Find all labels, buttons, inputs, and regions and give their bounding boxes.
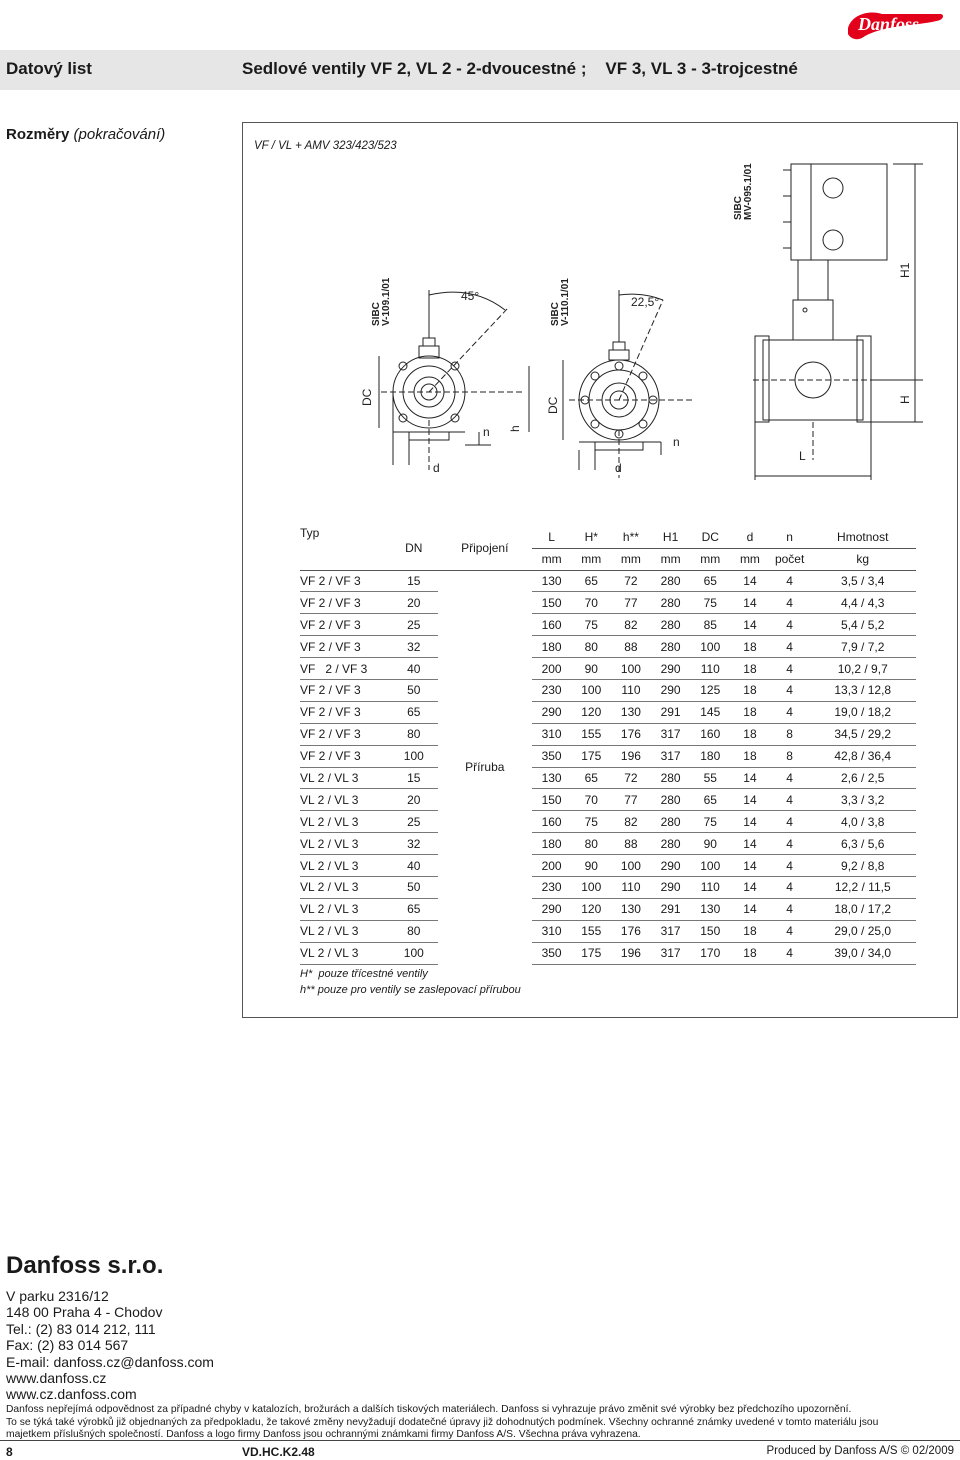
cell-DC: 65	[690, 570, 730, 592]
table-row	[300, 898, 916, 920]
col-header-typ: Typ	[300, 526, 320, 540]
cell-n: 4	[770, 636, 810, 658]
col-header-n: n	[770, 526, 810, 548]
cell-n: 4	[770, 811, 810, 833]
middle-angle-label: 22,5°	[631, 295, 660, 309]
cell-DC: 130	[690, 898, 730, 920]
disclaimer-line-1: Danfoss nepřejímá odpovědnost za případné chyby v katalozích, brožurách a dalších tiskových materiálech. Danfoss si vyhrazuje právo změnit své výrobky bez předchozího upozornění.	[6, 1404, 852, 1415]
cell-weight: 10,2 / 9,7	[809, 658, 916, 680]
cell-typ: VL 2 / VL 3	[300, 898, 390, 920]
cell-H1: 280	[651, 767, 691, 789]
middle-dc-label: DC	[546, 396, 560, 414]
left-d-label: d	[433, 461, 440, 475]
dimensions-table	[300, 526, 916, 965]
cell-weight: 6,3 / 5,6	[809, 833, 916, 855]
cell-H: 120	[571, 701, 611, 723]
cell-typ: VF 2 / VF 3	[300, 658, 390, 680]
cell-weight: 4,4 / 4,3	[809, 592, 916, 614]
table-row	[300, 920, 916, 942]
cell-H1: 280	[651, 811, 691, 833]
table-row	[300, 570, 916, 592]
col-header-DC: DC	[690, 526, 730, 548]
cell-H: 120	[571, 898, 611, 920]
cell-d: 14	[730, 592, 770, 614]
cell-typ: VF 2 / VF 3	[300, 636, 390, 658]
title-bar	[0, 50, 960, 90]
cell-H1: 280	[651, 833, 691, 855]
cell-weight: 7,9 / 7,2	[809, 636, 916, 658]
cell-weight: 2,6 / 2,5	[809, 767, 916, 789]
cell-H1: 291	[651, 701, 691, 723]
cell-typ: VF 2 / VF 3	[300, 745, 390, 767]
cell-typ: VL 2 / VL 3	[300, 789, 390, 811]
cell-H: 155	[571, 920, 611, 942]
cell-typ: VL 2 / VL 3	[300, 876, 390, 898]
right-L-label: L	[799, 449, 806, 463]
cell-typ: VL 2 / VL 3	[300, 920, 390, 942]
cell-d: 14	[730, 570, 770, 592]
cell-dn: 40	[390, 855, 438, 877]
unit-weight: kg	[809, 548, 916, 570]
company-email[interactable]: E-mail: danfoss.cz@danfoss.com	[6, 1353, 214, 1370]
units-typ-empty	[300, 548, 390, 570]
cell-L: 230	[532, 679, 572, 701]
disclaimer-line-2: To se týká také výrobků již objednaných za předpokladu, že takové změny nevyžadují dodatečné úpravy již dohodnutých podmínek. Všechny ochranné známky uvedené v tomto materiálu jsou	[6, 1416, 879, 1428]
table-row	[300, 614, 916, 636]
cell-H1: 291	[651, 898, 691, 920]
cell-h: 130	[611, 898, 651, 920]
col-header-H: H*	[571, 526, 611, 548]
cell-H1: 290	[651, 658, 691, 680]
cell-typ: VF 2 / VF 3	[300, 723, 390, 745]
col-header-dn: DN	[390, 526, 438, 570]
cell-weight: 39,0 / 34,0	[809, 942, 916, 964]
right-valve-with-actuator-drawing	[753, 164, 923, 480]
cell-n: 4	[770, 920, 810, 942]
cell-typ: VL 2 / VL 3	[300, 833, 390, 855]
cell-H1: 317	[651, 745, 691, 767]
col-header-weight: Hmotnost	[809, 526, 916, 548]
cell-typ: VF 2 / VF 3	[300, 679, 390, 701]
cell-d: 18	[730, 658, 770, 680]
cell-weight: 29,0 / 25,0	[809, 920, 916, 942]
table-notes	[300, 966, 521, 998]
svg-text:Danfoss: Danfoss	[858, 14, 920, 34]
cell-typ: VF 2 / VF 3	[300, 701, 390, 723]
company-fax: Fax: (2) 83 014 567	[6, 1337, 129, 1354]
cell-dn: 15	[390, 570, 438, 592]
cell-typ: VF 2 / VF 3	[300, 614, 390, 636]
cell-L: 350	[532, 745, 572, 767]
cell-H: 100	[571, 876, 611, 898]
cell-L: 350	[532, 942, 572, 964]
cell-H1: 317	[651, 942, 691, 964]
cell-L: 150	[532, 592, 572, 614]
cell-d: 18	[730, 920, 770, 942]
cell-dn: 50	[390, 876, 438, 898]
cell-H1: 280	[651, 614, 691, 636]
right-code-1: SIBC	[733, 196, 744, 220]
unit-n: počet	[770, 548, 810, 570]
left-dc-label: DC	[360, 388, 374, 406]
cell-n: 4	[770, 876, 810, 898]
middle-d-label: d	[615, 461, 622, 475]
left-code-1: SIBC	[371, 302, 382, 326]
cell-typ: VF 2 / VF 3	[300, 570, 390, 592]
cell-d: 14	[730, 833, 770, 855]
left-angle-label: 45°	[461, 289, 480, 303]
cell-h: 82	[611, 614, 651, 636]
page-number: 8	[6, 1445, 13, 1459]
cell-n: 4	[770, 658, 810, 680]
cell-h: 196	[611, 942, 651, 964]
company-address-2: 148 00 Praha 4 - Chodov	[6, 1304, 163, 1321]
cell-L: 180	[532, 636, 572, 658]
table-row	[300, 767, 916, 789]
table-row	[300, 789, 916, 811]
cell-n: 4	[770, 855, 810, 877]
cell-DC: 160	[690, 723, 730, 745]
company-name: Danfoss s.r.o.	[6, 1252, 164, 1279]
unit-H: mm	[571, 548, 611, 570]
cell-h: 88	[611, 833, 651, 855]
cell-typ: VL 2 / VL 3	[300, 767, 390, 789]
cell-L: 180	[532, 833, 572, 855]
dimension-drawing	[243, 160, 957, 510]
cell-weight: 34,5 / 29,2	[809, 723, 916, 745]
cell-h: 82	[611, 811, 651, 833]
cell-h: 196	[611, 745, 651, 767]
table-row	[300, 745, 916, 767]
section-title-text: Rozměry	[6, 126, 70, 143]
table-row	[300, 942, 916, 964]
cell-typ: VL 2 / VL 3	[300, 811, 390, 833]
cell-H1: 290	[651, 876, 691, 898]
col-header-connection: Připojení	[438, 526, 532, 570]
cell-d: 14	[730, 789, 770, 811]
cell-L: 200	[532, 658, 572, 680]
danfoss-logo	[842, 8, 946, 42]
unit-H1: mm	[651, 548, 691, 570]
cell-weight: 12,2 / 11,5	[809, 876, 916, 898]
cell-d: 14	[730, 811, 770, 833]
cell-n: 8	[770, 745, 810, 767]
cell-weight: 19,0 / 18,2	[809, 701, 916, 723]
left-h-label: h	[508, 425, 522, 432]
right-code-2: MV-095.1/01	[743, 163, 754, 220]
cell-d: 18	[730, 679, 770, 701]
cell-weight: 3,5 / 3,4	[809, 570, 916, 592]
cell-H1: 290	[651, 679, 691, 701]
company-address-1: V parku 2316/12	[6, 1288, 109, 1304]
cell-d: 18	[730, 701, 770, 723]
cell-n: 4	[770, 942, 810, 964]
cell-d: 14	[730, 855, 770, 877]
cell-h: 176	[611, 920, 651, 942]
cell-dn: 80	[390, 920, 438, 942]
note-h-star: H* pouze třícestné ventily	[300, 968, 428, 980]
cell-dn: 25	[390, 811, 438, 833]
cell-dn: 40	[390, 658, 438, 680]
cell-H1: 317	[651, 920, 691, 942]
produced-by: Produced by Danfoss A/S © 02/2009	[766, 1445, 954, 1457]
cell-L: 160	[532, 811, 572, 833]
cell-h: 110	[611, 876, 651, 898]
company-web-1[interactable]: www.danfoss.cz	[6, 1370, 107, 1387]
cell-dn: 15	[390, 767, 438, 789]
cell-typ: VL 2 / VL 3	[300, 942, 390, 964]
right-H-label: H	[898, 395, 912, 404]
cell-h: 100	[611, 658, 651, 680]
cell-dn: 32	[390, 636, 438, 658]
left-code-2: V-109.1/01	[381, 277, 392, 326]
cell-h: 110	[611, 679, 651, 701]
company-web-2[interactable]: www.cz.danfoss.com	[6, 1386, 137, 1403]
cell-L: 130	[532, 570, 572, 592]
cell-h: 77	[611, 592, 651, 614]
cell-h: 77	[611, 789, 651, 811]
cell-L: 160	[532, 614, 572, 636]
cell-h: 88	[611, 636, 651, 658]
table-row	[300, 679, 916, 701]
cell-DC: 85	[690, 614, 730, 636]
disclaimer	[6, 1404, 956, 1442]
middle-code-1: SIBC	[550, 302, 561, 326]
cell-H: 80	[571, 833, 611, 855]
cell-h: 130	[611, 701, 651, 723]
cell-d: 18	[730, 723, 770, 745]
section-title	[6, 126, 165, 143]
cell-weight: 3,3 / 3,2	[809, 789, 916, 811]
company-phone: Tel.: (2) 83 014 212, 111	[6, 1320, 156, 1337]
cell-H: 100	[571, 679, 611, 701]
cell-dn: 80	[390, 723, 438, 745]
cell-weight: 9,2 / 8,8	[809, 855, 916, 877]
cell-h: 72	[611, 570, 651, 592]
cell-H1: 280	[651, 789, 691, 811]
cell-L: 290	[532, 898, 572, 920]
cell-H1: 280	[651, 636, 691, 658]
cell-H: 70	[571, 592, 611, 614]
cell-n: 4	[770, 592, 810, 614]
footer-rule	[0, 1440, 960, 1441]
cell-H1: 317	[651, 723, 691, 745]
col-header-h: h**	[611, 526, 651, 548]
cell-dn: 50	[390, 679, 438, 701]
middle-valve-drawing	[563, 290, 693, 478]
cell-dn: 25	[390, 614, 438, 636]
table-row	[300, 701, 916, 723]
doc-type: Datový list	[6, 59, 92, 78]
cell-d: 14	[730, 767, 770, 789]
cell-d: 18	[730, 942, 770, 964]
cell-typ: VF 2 / VF 3	[300, 592, 390, 614]
section-title-suffix: (pokračování)	[73, 126, 166, 143]
middle-n-label: n	[673, 435, 680, 449]
cell-DC: 110	[690, 876, 730, 898]
cell-n: 4	[770, 570, 810, 592]
cell-typ: VL 2 / VL 3	[300, 855, 390, 877]
cell-DC: 170	[690, 942, 730, 964]
cell-dn: 20	[390, 789, 438, 811]
table-row	[300, 592, 916, 614]
section-subtitle: VF / VL + AMV 323/423/523	[254, 140, 397, 152]
cell-n: 4	[770, 701, 810, 723]
cell-d: 14	[730, 876, 770, 898]
middle-code-2: V-110.1/01	[560, 278, 571, 326]
cell-weight: 18,0 / 17,2	[809, 898, 916, 920]
cell-L: 200	[532, 855, 572, 877]
cell-dn: 65	[390, 701, 438, 723]
table-row	[300, 876, 916, 898]
cell-H1: 290	[651, 855, 691, 877]
cell-weight: 4,0 / 3,8	[809, 811, 916, 833]
cell-DC: 100	[690, 636, 730, 658]
cell-H: 175	[571, 745, 611, 767]
cell-connection: Příruba	[465, 760, 505, 775]
table-row	[300, 811, 916, 833]
cell-DC: 55	[690, 767, 730, 789]
cell-DC: 150	[690, 920, 730, 942]
table-row	[300, 658, 916, 680]
cell-H: 155	[571, 723, 611, 745]
cell-H: 75	[571, 811, 611, 833]
cell-dn: 32	[390, 833, 438, 855]
cell-dn: 20	[390, 592, 438, 614]
cell-n: 4	[770, 614, 810, 636]
cell-DC: 125	[690, 679, 730, 701]
left-valve-drawing	[379, 290, 529, 470]
table-row	[300, 723, 916, 745]
cell-H: 90	[571, 658, 611, 680]
table-row	[300, 636, 916, 658]
table-row	[300, 855, 916, 877]
table-row	[300, 833, 916, 855]
cell-dn: 100	[390, 745, 438, 767]
right-H1-label: H1	[898, 262, 912, 278]
cell-n: 4	[770, 767, 810, 789]
unit-L: mm	[532, 548, 572, 570]
cell-n: 4	[770, 898, 810, 920]
unit-h: mm	[611, 548, 651, 570]
cell-DC: 90	[690, 833, 730, 855]
cell-weight: 13,3 / 12,8	[809, 679, 916, 701]
unit-d: mm	[730, 548, 770, 570]
disclaimer-line-3: majetkem příslušných společností. Danfoss a logo firmy Danfoss jsou ochrannými známkami firmy Danfoss A/S. Všechna práva vyhrazena.	[6, 1429, 641, 1441]
cell-DC: 100	[690, 855, 730, 877]
top-bar	[0, 0, 960, 50]
cell-DC: 180	[690, 745, 730, 767]
cell-h: 72	[611, 767, 651, 789]
cell-DC: 75	[690, 592, 730, 614]
document-code: VD.HC.K2.48	[242, 1445, 315, 1459]
cell-H: 80	[571, 636, 611, 658]
cell-L: 150	[532, 789, 572, 811]
cell-L: 310	[532, 920, 572, 942]
table-body	[300, 570, 916, 964]
cell-H: 175	[571, 942, 611, 964]
cell-DC: 75	[690, 811, 730, 833]
col-header-H1: H1	[651, 526, 691, 548]
cell-dn: 100	[390, 942, 438, 964]
cell-h: 176	[611, 723, 651, 745]
table-header-row	[300, 526, 916, 548]
cell-L: 310	[532, 723, 572, 745]
cell-h: 100	[611, 855, 651, 877]
cell-H: 70	[571, 789, 611, 811]
cell-DC: 65	[690, 789, 730, 811]
cell-H: 90	[571, 855, 611, 877]
left-n-label: n	[483, 425, 490, 439]
doc-title: Sedlové ventily VF 2, VL 2 - 2-dvoucestné ; VF 3, VL 3 - 3-trojcestné	[242, 59, 798, 78]
unit-DC: mm	[690, 548, 730, 570]
cell-L: 130	[532, 767, 572, 789]
cell-d: 18	[730, 745, 770, 767]
cell-H1: 280	[651, 592, 691, 614]
cell-n: 4	[770, 789, 810, 811]
cell-weight: 5,4 / 5,2	[809, 614, 916, 636]
cell-H: 75	[571, 614, 611, 636]
cell-weight: 42,8 / 36,4	[809, 745, 916, 767]
cell-n: 4	[770, 679, 810, 701]
note-h-double-star: h** pouze pro ventily se zaslepovací přírubou	[300, 984, 521, 996]
cell-n: 4	[770, 833, 810, 855]
cell-d: 14	[730, 898, 770, 920]
cell-H: 65	[571, 570, 611, 592]
cell-L: 230	[532, 876, 572, 898]
cell-DC: 110	[690, 658, 730, 680]
cell-dn: 65	[390, 898, 438, 920]
cell-H: 65	[571, 767, 611, 789]
cell-d: 18	[730, 636, 770, 658]
col-header-L: L	[532, 526, 572, 548]
cell-L: 290	[532, 701, 572, 723]
company-block	[6, 1252, 214, 1403]
col-header-d: d	[730, 526, 770, 548]
cell-d: 14	[730, 614, 770, 636]
cell-DC: 145	[690, 701, 730, 723]
cell-H1: 280	[651, 570, 691, 592]
cell-n: 8	[770, 723, 810, 745]
